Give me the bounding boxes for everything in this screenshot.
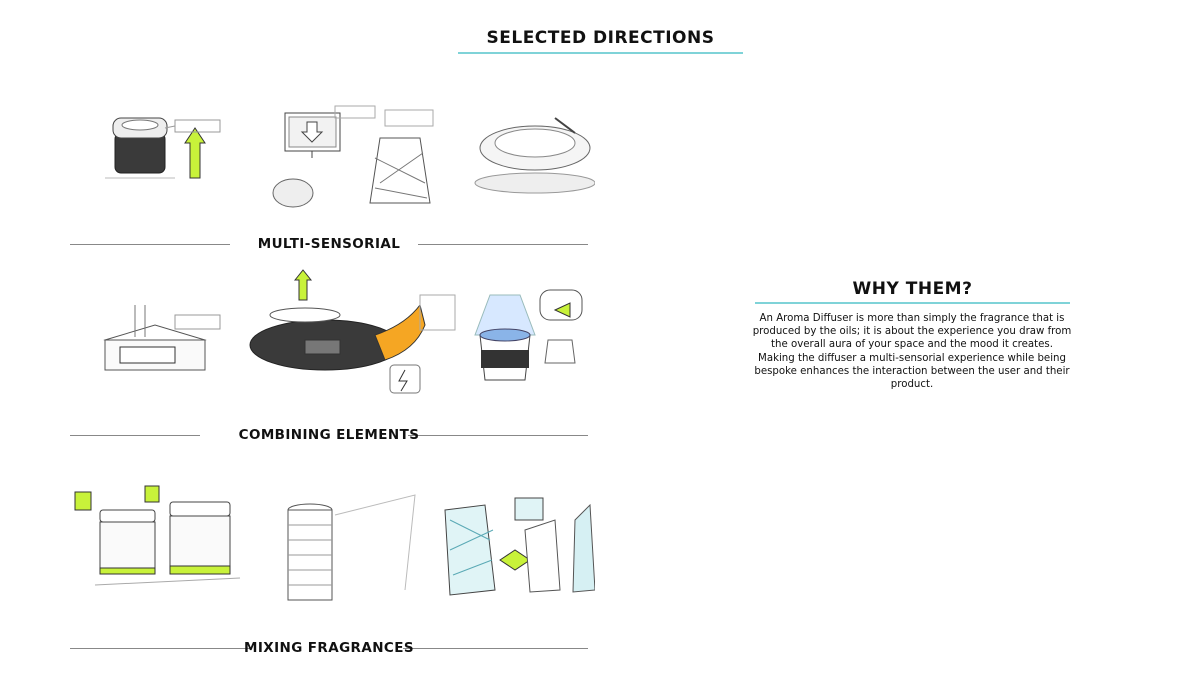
cup-light-sketch [420, 290, 582, 380]
section-title: MIXING FRAGRANCES [244, 640, 414, 656]
mixing-fragrances-sketches [45, 480, 595, 620]
multi-sensorial-sketches [45, 88, 595, 228]
why-title: WHY THEM? [852, 279, 973, 299]
why-description: An Aroma Diffuser is more than simply the fragrance that is produced by the oils; it is about the experience you draw from the overall aura of your space and the mood it creates. Making the diffuser a multi-sensorial experience while being bespoke enhances the interaction between the user and their product. [752, 313, 1072, 391]
why-underline [755, 302, 1070, 304]
stacked-cube-sketch [75, 486, 240, 585]
page-title: SELECTED DIRECTIONS [486, 28, 715, 48]
monitor-lattice-sketch [273, 106, 433, 207]
puck-diffuser-sketch [250, 270, 425, 393]
section-title: MULTI-SENSORIAL [257, 236, 401, 252]
cylinder-list-sketch [288, 495, 415, 600]
patterned-diffuser-sketch [445, 498, 595, 595]
clock-box-sketch [105, 305, 220, 370]
title-underline [458, 52, 743, 54]
cube-diffuser-sketch [105, 118, 220, 178]
section-title: COMBINING ELEMENTS [238, 427, 420, 443]
dish-sketch [475, 118, 595, 193]
combining-elements-sketches [45, 265, 595, 405]
